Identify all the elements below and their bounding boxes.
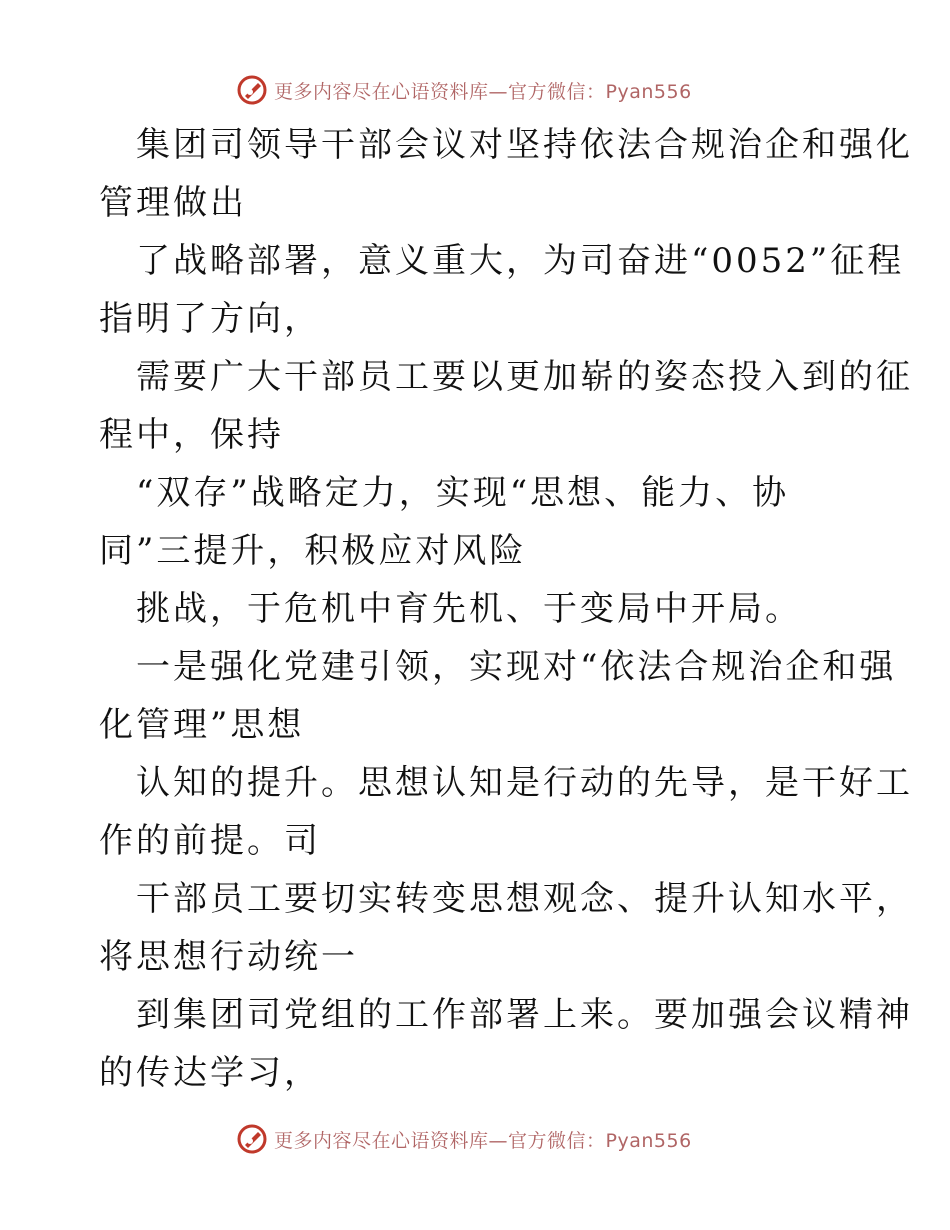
banner-label: 更多内容尽在心语资料库—官方微信：	[274, 80, 606, 103]
banner-text	[274, 77, 692, 104]
paragraph-line: 管理做出	[99, 183, 247, 223]
banner-wechat-id: Pyan556	[605, 1129, 692, 1152]
footer-banner	[236, 1122, 692, 1156]
paragraph-line: 挑战，于危机中育先机、于变局中开局。	[136, 589, 802, 629]
paragraph-line: 的传达学习，	[99, 1053, 321, 1093]
paragraph-line: 一是强化党建引领，实现对“依法合规治企和强	[136, 647, 897, 687]
paragraph-line: “双存”战略定力，实现“思想、能力、协	[136, 473, 790, 513]
banner-label: 更多内容尽在心语资料库—官方微信：	[274, 1129, 606, 1152]
logo-icon	[236, 74, 268, 106]
banner-text	[274, 1126, 692, 1153]
paragraph-line: 指明了方向，	[99, 299, 321, 339]
document-body	[99, 116, 913, 1102]
paragraph-line: 集团司领导干部会议对坚持依法合规治企和强化	[136, 125, 913, 165]
paragraph-line: 程中，保持	[99, 415, 284, 455]
paragraph-line: 干部员工要切实转变思想观念、提升认知水平，	[136, 879, 913, 919]
paragraph-line: 化管理”思想	[99, 705, 305, 745]
logo-icon	[236, 1123, 268, 1155]
paragraph-line: 将思想行动统一	[99, 937, 358, 977]
paragraph-line: 认知的提升。思想认知是行动的先导，是干好工	[136, 763, 913, 803]
paragraph-line: 同”三提升，积极应对风险	[99, 531, 527, 571]
paragraph-line: 需要广大干部员工要以更加崭的姿态投入到的征	[136, 357, 913, 397]
paragraph-line: 到集团司党组的工作部署上来。要加强会议精神	[136, 995, 913, 1035]
paragraph-line: 了战略部署，意义重大，为司奋进“0052”征程	[136, 241, 905, 281]
banner-wechat-id: Pyan556	[605, 80, 692, 103]
header-banner	[236, 73, 692, 107]
paragraph-line: 作的前提。司	[99, 821, 321, 861]
